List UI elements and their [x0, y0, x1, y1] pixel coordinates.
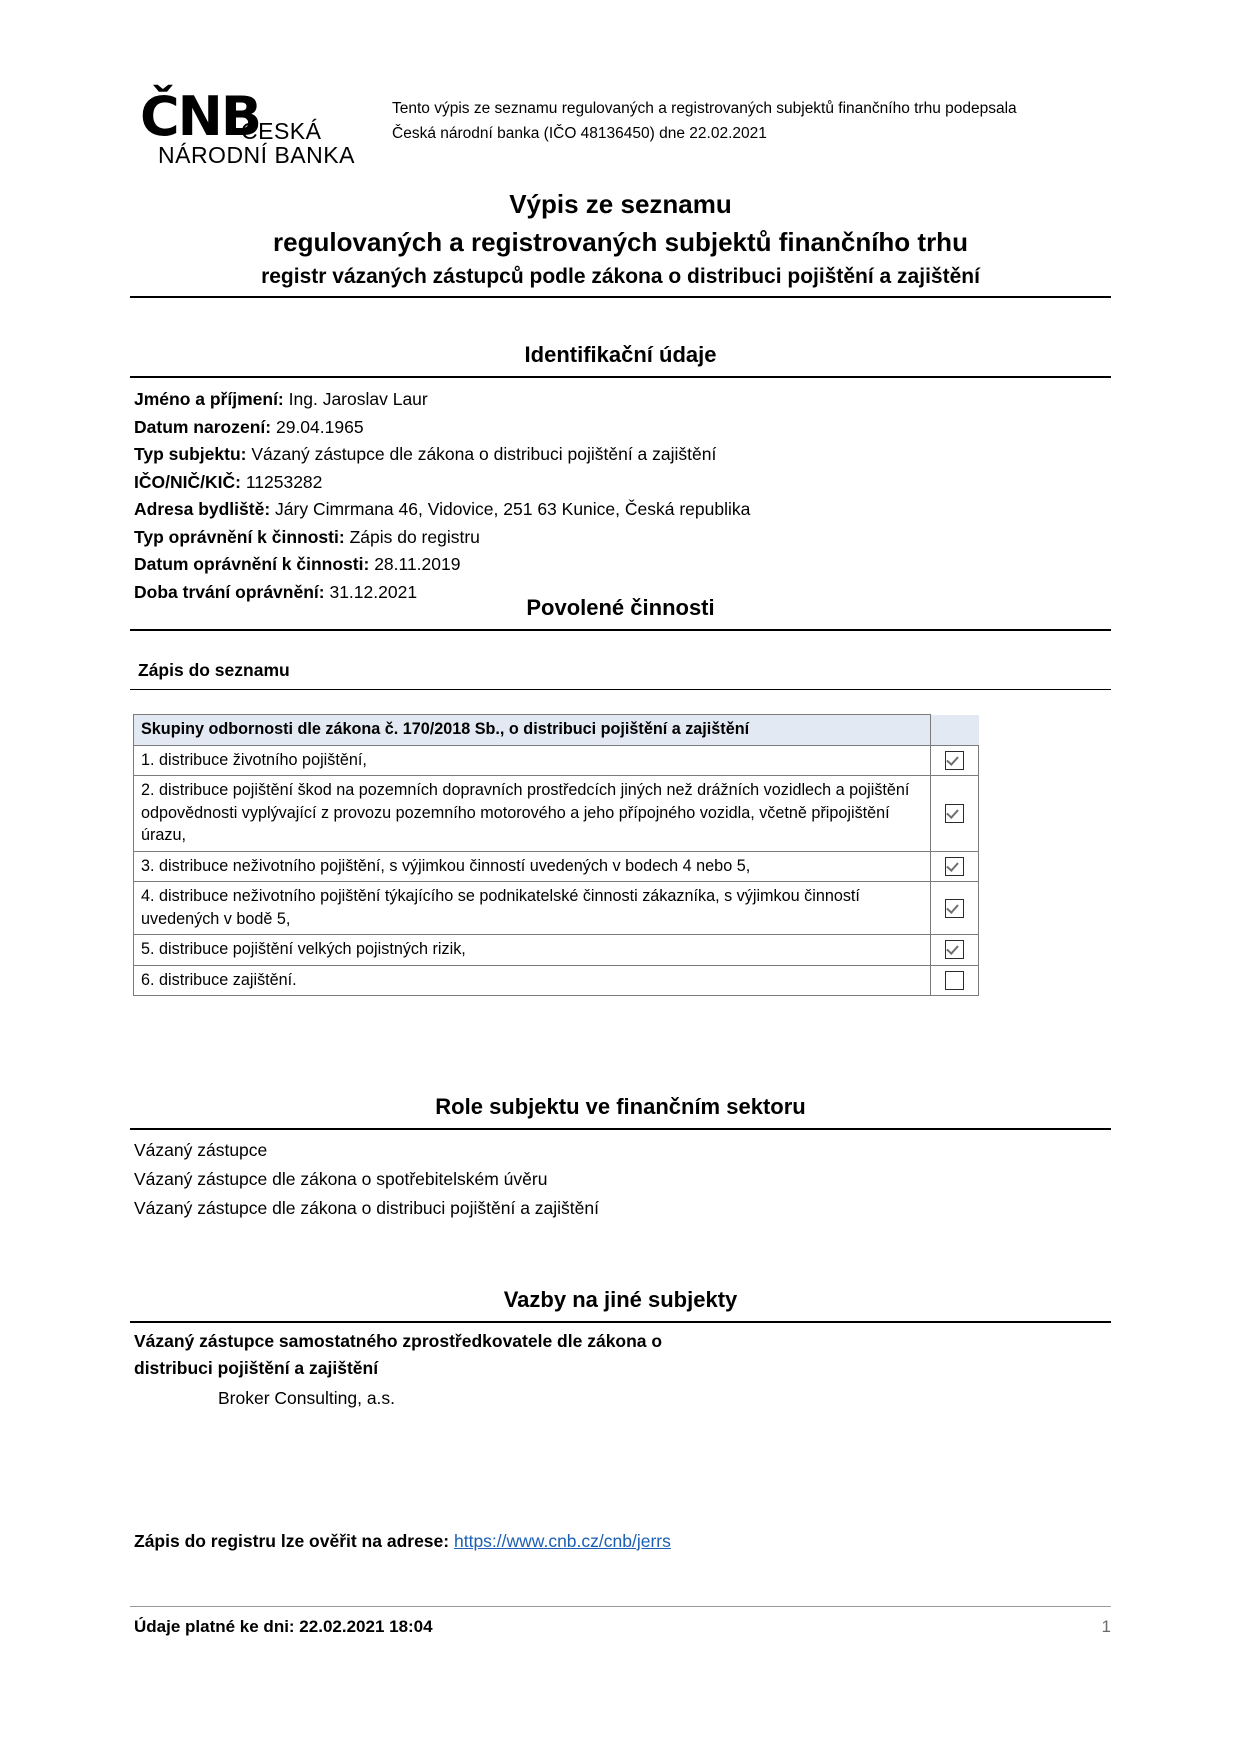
subsection-heading-registration: Zápis do seznamu	[138, 660, 290, 680]
activity-text: 4. distribuce neživotního pojištění týkajícího se podnikatelské činnosti zákazníka, s výjimkou činností uvedených v bodě 5,	[134, 882, 931, 935]
subsection-divider	[130, 689, 1111, 690]
activity-text: 2. distribuce pojištění škod na pozemních dopravních prostředcích jiných než drážních vozidlech a pojištění odpovědnosti vyplývající z provozu pozemního motorového a jeho přípojného vozidla, včetně připojištění úrazu,	[134, 776, 931, 852]
identification-list	[134, 386, 1124, 606]
table-row	[134, 776, 979, 852]
checkbox-checked-icon[interactable]	[945, 857, 964, 876]
table-row	[134, 745, 979, 776]
activity-checkbox-cell[interactable]	[931, 851, 979, 882]
footer-divider	[130, 1606, 1111, 1607]
linked-entity-role-line2: distribuci pojištění a zajištění	[134, 1358, 379, 1378]
document-header	[0, 82, 1241, 182]
table-header-checkbox-cell	[931, 715, 979, 746]
expertise-groups-table	[133, 714, 979, 996]
activity-checkbox-cell[interactable]	[931, 965, 979, 996]
identification-row-birthdate	[134, 414, 1124, 442]
activity-checkbox-cell[interactable]	[931, 935, 979, 966]
document-title-line2: regulovaných a registrovaných subjektů finančního trhu	[273, 227, 968, 257]
document-title-block	[130, 185, 1111, 293]
identification-label: Adresa bydliště:	[134, 499, 271, 519]
cnb-logo	[140, 85, 360, 180]
identification-row-ico	[134, 469, 1124, 497]
section-heading-roles: Role subjektu ve finančním sektoru	[435, 1094, 806, 1119]
identification-value: Vázaný zástupce dle zákona o distribuci pojištění a zajištění	[251, 444, 717, 464]
identification-row-name	[134, 386, 1124, 414]
cnb-logo-mark: ČNB	[140, 85, 260, 148]
checkbox-checked-icon[interactable]	[945, 899, 964, 918]
links-divider	[130, 1321, 1111, 1323]
identification-value: Ing. Jaroslav Laur	[288, 389, 428, 409]
identification-label: IČO/NIČ/KIČ:	[134, 471, 241, 492]
signature-note-line2: Česká národní banka (IČO 48136450) dne 22.02.2021	[392, 125, 767, 142]
table-row	[134, 935, 979, 966]
table-header-row	[134, 715, 979, 746]
roles-list	[134, 1136, 599, 1223]
list-item: Vázaný zástupce	[134, 1140, 268, 1160]
section-heading-identification: Identifikační údaje	[524, 342, 717, 367]
table-row	[134, 965, 979, 996]
title-divider	[130, 296, 1111, 298]
table-row	[134, 851, 979, 882]
list-item: Vázaný zástupce dle zákona o distribuci pojištění a zajištění	[134, 1198, 599, 1218]
identification-value: 31.12.2021	[329, 581, 418, 602]
identification-label: Datum oprávnění k činnosti:	[134, 554, 370, 574]
activity-text: 6. distribuce zajištění.	[134, 965, 931, 996]
identification-row-authorization-date	[134, 551, 1124, 579]
identification-label: Datum narození:	[134, 416, 272, 437]
checkbox-checked-icon[interactable]	[945, 751, 964, 770]
identification-value: Zápis do registru	[349, 526, 480, 547]
expertise-groups-table-wrap	[133, 714, 978, 996]
signature-note-line1: Tento výpis ze seznamu regulovaných a registrovaných subjektů finančního trhu podepsala	[392, 100, 1017, 117]
activity-text: 1. distribuce životního pojištění,	[134, 745, 931, 776]
identification-value: Járy Cimrmana 46, Vidovice, 251 63 Kunice, Česká republika	[275, 499, 751, 519]
checkbox-checked-icon[interactable]	[945, 940, 964, 959]
activity-text: 5. distribuce pojištění velkých pojistných rizik,	[134, 935, 931, 966]
activity-text: 3. distribuce neživotního pojištění, s výjimkou činností uvedených v bodech 4 nebo 5,	[134, 851, 931, 882]
section-heading-activities: Povolené činnosti	[526, 595, 715, 620]
cnb-logo-line2: NÁRODNÍ BANKA	[158, 142, 355, 168]
verify-line	[134, 1531, 671, 1552]
identification-row-address	[134, 496, 1124, 524]
cnb-logo-line1: ČESKÁ	[241, 118, 322, 144]
identification-row-authorization-type	[134, 524, 1124, 552]
identification-label: Jméno a příjmení:	[134, 389, 284, 409]
table-header-cell: Skupiny odbornosti dle zákona č. 170/2018 Sb., o distribuci pojištění a zajištění	[134, 715, 931, 746]
linked-entity-role	[134, 1328, 834, 1382]
activities-divider	[130, 629, 1111, 631]
identification-value: 29.04.1965	[275, 416, 364, 437]
identification-row-subject-type	[134, 441, 1124, 469]
table-row	[134, 882, 979, 935]
linked-entity-name: Broker Consulting, a.s.	[218, 1388, 396, 1408]
section-heading-links: Vazby na jiné subjekty	[503, 1287, 738, 1312]
identification-label: Typ subjektu:	[134, 444, 247, 464]
activity-checkbox-cell[interactable]	[931, 745, 979, 776]
activity-checkbox-cell[interactable]	[931, 882, 979, 935]
valid-date-text: Údaje platné ke dni: 22.02.2021 18:04	[134, 1617, 433, 1636]
identification-label: Doba trvání oprávnění:	[134, 581, 325, 602]
checkbox-checked-icon[interactable]	[945, 804, 964, 823]
linked-entity-role-line1: Vázaný zástupce samostatného zprostředkovatele dle zákona o	[134, 1331, 663, 1351]
identification-divider	[130, 376, 1111, 378]
document-title-line1: Výpis ze seznamu	[509, 189, 732, 219]
roles-divider	[130, 1128, 1111, 1130]
page-number: 1	[1101, 1617, 1111, 1636]
activity-checkbox-cell[interactable]	[931, 776, 979, 852]
identification-label: Typ oprávnění k činnosti:	[134, 526, 345, 547]
identification-value: 11253282	[245, 471, 323, 492]
verify-url-link[interactable]: https://www.cnb.cz/cnb/jerrs	[453, 1531, 671, 1551]
verify-label: Zápis do registru lze ověřit na adrese:	[134, 1531, 450, 1551]
document-title-line3: registr vázaných zástupců podle zákona o distribuci pojištění a zajištění	[261, 265, 980, 288]
checkbox-unchecked-icon[interactable]	[945, 971, 964, 990]
signature-note	[392, 96, 1017, 146]
list-item: Vázaný zástupce dle zákona o spotřebitelském úvěru	[134, 1169, 548, 1189]
identification-value: 28.11.2019	[374, 554, 461, 574]
